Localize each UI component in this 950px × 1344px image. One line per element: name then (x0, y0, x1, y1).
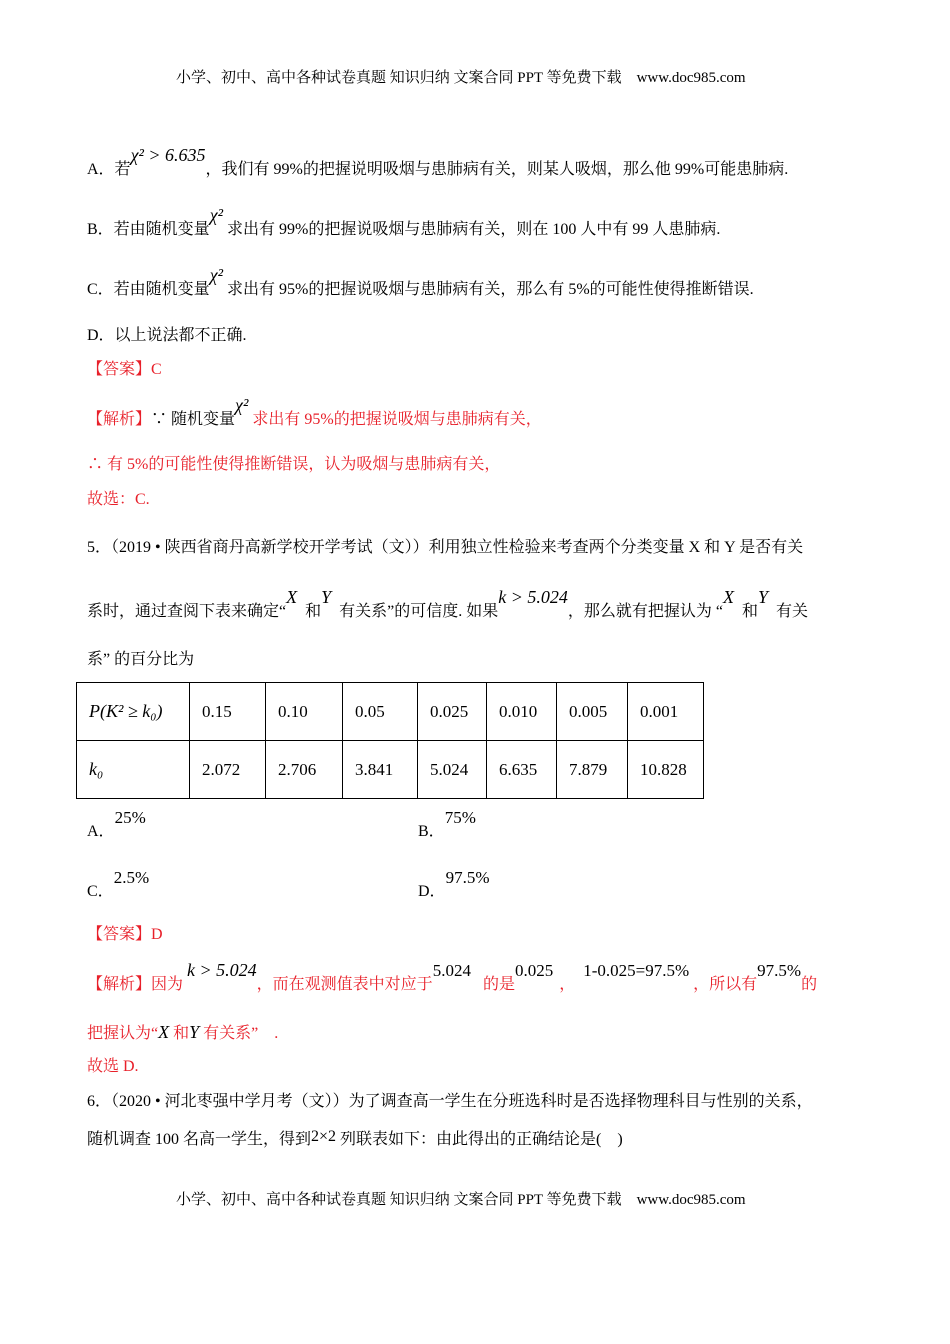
text: 随机调查 100 名高一学生，得到 (87, 1131, 312, 1148)
formula: χ² (235, 395, 249, 415)
text: 的 (801, 976, 818, 993)
answer: 【答案】C (87, 361, 162, 378)
option-label: C． (87, 883, 114, 900)
text: 系时，通过查阅下表来确定“ (87, 603, 287, 620)
option-label: C．若由随机变量 (87, 281, 210, 298)
table-header-cell: k₀ (77, 741, 190, 799)
option-a (87, 808, 146, 841)
q6-stem-2 (87, 1130, 623, 1150)
formula: χ² > 6.635 (130, 145, 206, 165)
formula: 97.5% (757, 961, 802, 980)
text: ，那么就有把握认为 “ (567, 603, 723, 620)
text: 有关 (776, 603, 809, 620)
q5-stem: 5．（2019 • 陕西省商丹高新学校开学考试（文））利用独立性检验来考查两个分类变量 X 和 Y 是否有关 (87, 539, 804, 556)
text: 和 (305, 603, 322, 620)
text: 有关系” . (203, 1025, 279, 1042)
analysis-line-2: ∴ 有 5%的可能性使得推断错误，认为吸烟与患肺病有关， (87, 456, 501, 473)
formula: Y (758, 587, 769, 607)
text: ， (559, 976, 576, 993)
analysis (87, 960, 818, 995)
option-label: B． (418, 823, 445, 840)
option-label: B．若由随机变量 (87, 221, 210, 238)
table-cell: 5.024 (418, 741, 487, 799)
analysis-line-2 (87, 1022, 278, 1044)
table-cell: 2.706 (266, 741, 343, 799)
text: 把握认为“ (87, 1025, 159, 1042)
formula: X (286, 587, 298, 607)
page-footer: 小学、初中、高中各种试卷真题 知识归纳 文案合同 PPT 等免费下载 www.doc985.com (176, 1192, 746, 1208)
table-cell: 0.10 (266, 683, 343, 741)
formula: 5.024 (432, 961, 471, 980)
option-value: 2.5% (113, 868, 150, 887)
analysis (87, 395, 542, 430)
formula: X (158, 1022, 170, 1042)
option-d (418, 868, 490, 901)
option-value: 25% (114, 808, 146, 827)
option-value: 75% (444, 808, 476, 827)
table-cell: 6.635 (487, 741, 557, 799)
formula: Y (189, 1022, 200, 1042)
option-label: A． (87, 823, 115, 840)
text: 和 (742, 603, 759, 620)
table-cell: 7.879 (557, 741, 628, 799)
formula: χ² (209, 205, 224, 225)
choose: 故选 D. (87, 1058, 139, 1075)
answer: 【答案】D (87, 926, 163, 943)
q5-stem-2 (87, 587, 809, 622)
page-header: 小学、初中、高中各种试卷真题 知识归纳 文案合同 PPT 等免费下载 www.doc985.com (176, 70, 746, 86)
text: 列联表如下：由此得出的正确结论是( ) (340, 1131, 623, 1148)
choose: 故选：C. (87, 491, 150, 508)
table-cell: 0.010 (487, 683, 557, 741)
text: 因为 (151, 976, 184, 993)
option-b (87, 205, 721, 240)
formula: 2×2 (311, 1128, 337, 1145)
option-label: A．若 (87, 161, 131, 178)
text: 和 (173, 1025, 190, 1042)
option-b (418, 808, 476, 841)
option-label: D． (418, 883, 446, 900)
option-text: 求出有 95%的把握说吸烟与患肺病有关，那么有 5%的可能性使得推断错误. (227, 281, 754, 298)
text: ，而在观测值表中对应于 (256, 976, 433, 993)
table-cell: 0.005 (557, 683, 628, 741)
table-cell: 3.841 (343, 741, 418, 799)
table-cell: 0.05 (343, 683, 418, 741)
critical-value-table (76, 682, 704, 799)
option-text: ，我们有 99%的把握说明吸烟与患肺病有关，则某人吸烟，那么他 99%可能患肺病. (205, 161, 789, 178)
analysis-text: ∵ 随机变量 (151, 411, 236, 428)
table-cell: 0.15 (190, 683, 266, 741)
q5-stem-3: 系” 的百分比为 (87, 651, 195, 668)
option-c (87, 868, 150, 901)
text: ，所以有 (693, 976, 758, 993)
table-cell: 2.072 (190, 741, 266, 799)
formula: Y (321, 587, 332, 607)
table-cell: 10.828 (628, 741, 704, 799)
option-d: D．以上说法都不正确. (87, 327, 247, 344)
text: 有关系”的可信度. 如果 (339, 603, 499, 620)
q6-stem: 6．（2020 • 河北枣强中学月考（文））为了调查高一学生在分班选科时是否选择物理科目与性别的关系， (87, 1093, 813, 1110)
option-a (87, 145, 789, 180)
option-value: 97.5% (445, 868, 490, 887)
text: 的是 (482, 976, 515, 993)
option-c (87, 265, 754, 300)
formula: 1-0.025=97.5% (583, 961, 690, 980)
analysis-label: 【解析】 (87, 411, 152, 428)
table-row (77, 741, 704, 799)
analysis-label: 【解析】 (87, 976, 152, 993)
formula: k > 5.024 (498, 587, 568, 607)
table-cell: 0.001 (628, 683, 704, 741)
formula: k > 5.024 (187, 960, 257, 980)
option-text: 求出有 99%的把握说吸烟与患肺病有关，则在 100 人中有 99 人患肺病. (227, 221, 721, 238)
formula: 0.025 (514, 961, 554, 980)
table-row (77, 683, 704, 741)
table-header-cell: P(K² ≥ k₀) (77, 683, 190, 741)
formula: χ² (209, 265, 224, 285)
formula: X (723, 587, 734, 607)
table-cell: 0.025 (418, 683, 487, 741)
analysis-text: 求出有 95%的把握说吸烟与患肺病有关， (252, 411, 542, 428)
